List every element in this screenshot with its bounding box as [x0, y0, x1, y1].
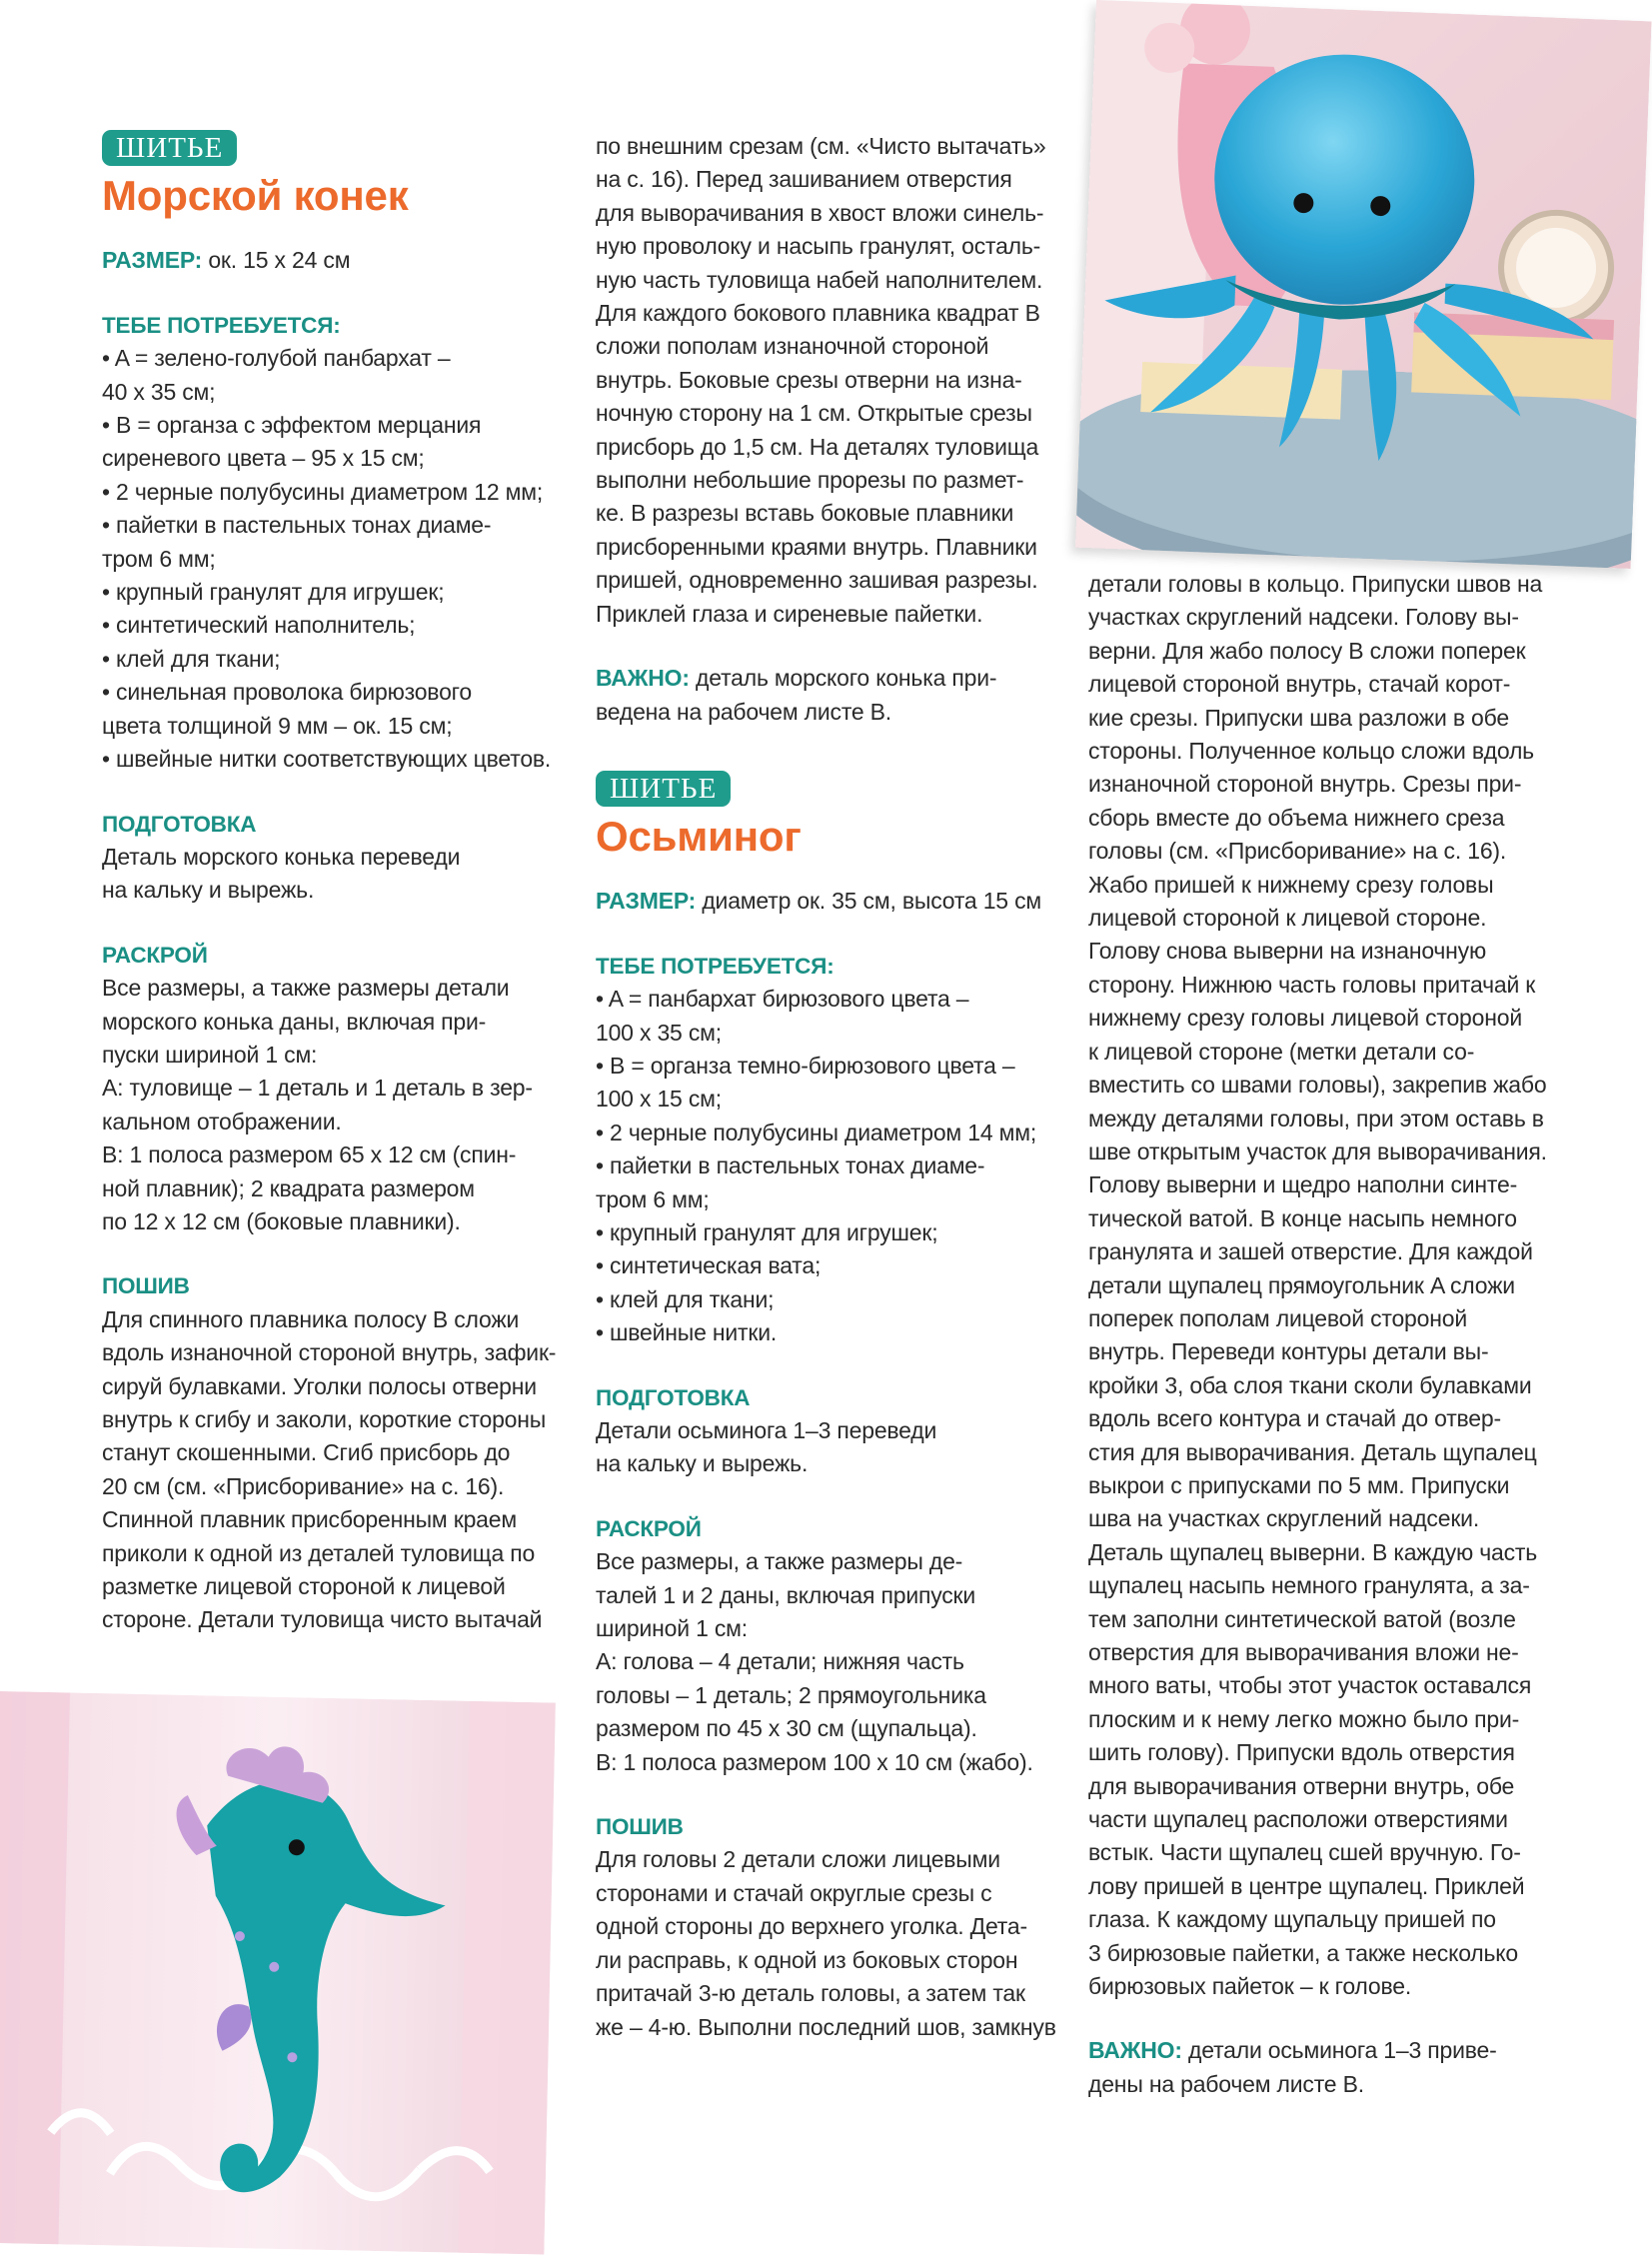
- important-label: ВАЖНО:: [1088, 2037, 1182, 2064]
- octopus-photo: [1075, 0, 1652, 569]
- article-title: Морской конек: [102, 172, 409, 220]
- prep-heading: ПОДГОТОВКА: [102, 811, 257, 837]
- sew-text-continued: по внешним срезам (см. «Чисто вытачать» на с. 16). Перед зашиванием отверстия для выворачивания в хвост вложи синель- ную проволоку и насыпь гранулят, осталь- ную часть туловища набей наполнителем. Для каждого бокового плавника квадрат B сложи пополам изнаночной стороной внутрь. Боковые срезы отверни на изна- ночную сторону на 1 см. Открытые срезы присборь до 1,5 см. На деталях туловища выполни небольшие прорезы по размет- ке. В разрезы вставь боковые плавники присборенными краями внутрь. Плавники пришей, одновременно зашивая разрезы. Приклей глаза и сиреневые пайетки.: [596, 133, 1046, 627]
- materials-heading: ТЕБЕ ПОТРЕБУЕТСЯ:: [596, 953, 834, 979]
- sew-text: Для спинного плавника полосу B сложи вдоль изнаночной стороной внутрь, зафик- сируй булавками. Уголки полосы отверни внутрь к сгибу и заколи, короткие стороны станут скошенными. Сгиб присборь до 20 см (см. «Присборивание» на с. 16). Спинной плавник присборенным краем приколи к одной из деталей туловища по разметке лицевой стороной к лицевой стороне. Детали туловища чисто вытачай: [102, 1305, 557, 1633]
- section-tag: ШИТЬЕ: [596, 771, 731, 807]
- prep-heading: ПОДГОТОВКА: [596, 1384, 751, 1410]
- column-3: [1088, 568, 1558, 2101]
- prep-text: Деталь морского конька переведи на кальку и вырежь.: [102, 843, 461, 904]
- article-title: Осьминог: [596, 813, 802, 861]
- size-label: РАЗМЕР:: [102, 247, 203, 274]
- column-1: [102, 130, 562, 1637]
- sew-heading: ПОШИВ: [102, 1273, 190, 1299]
- seahorse-photo: [0, 1691, 556, 2255]
- cut-heading: РАСКРОЙ: [596, 1515, 702, 1541]
- materials-heading: ТЕБЕ ПОТРЕБУЕТСЯ:: [102, 312, 341, 338]
- materials-list: • A = зелено-голубой панбархат – 40 х 35 см; • B = органза с эффектом мерцания сиреневого цвета – 95 х 15 см; • 2 черные полубусины диаметром 12 мм; • пайетки в пастельных тонах диаме- тром 6 мм; • крупный гранулят для игрушек; • синтетический наполнитель; • клей для ткани; • синельная проволока бирюзового цвета толщиной 9 мм – ок. 15 см; • швейные нитки соответствующих цветов.: [102, 345, 552, 773]
- column-2: [596, 130, 1065, 2044]
- cut-text: Все размеры, а также размеры де- талей 1 и 2 даны, включая припуски шириной 1 см: A: голова – 4 детали; нижняя часть головы – 1 деталь; 2 прямоугольника размером по 45 х 30 см (щупальца). B: 1 полоса размером 100 х 10 см (жабо).: [596, 1548, 1033, 1775]
- sew-text: Для головы 2 детали сложи лицевыми сторонами и стачай округлые срезы с одной стороны до верхнего уголка. Дета- ли расправь, к одной из боковых сторон притачай 3-ю деталь головы, а затем так же – 4-ю. Выполни последний шов, замкнув: [596, 1846, 1056, 2040]
- sew-heading: ПОШИВ: [596, 1814, 684, 1840]
- prep-text: Детали осьминога 1–3 переведи на кальку и вырежь.: [596, 1417, 937, 1477]
- cut-heading: РАСКРОЙ: [102, 942, 208, 968]
- cut-text: Все размеры, а также размеры детали морского конька даны, включая при- пуски шириной 1 см: A: туловище – 1 деталь и 1 деталь в зер- кальном отображении. B: 1 полоса размером 65 х 12 см (спин- ной плавник); 2 квадрата размером по 12 х 12 см (боковые плавники).: [102, 975, 533, 1234]
- size-value: ок. 15 х 24 см: [202, 247, 351, 274]
- important-text: детали осьминога 1–3 приве- дены на рабочем листе B.: [1088, 2037, 1497, 2097]
- size-value: диаметр ок. 35 см, высота 15 см: [696, 888, 1041, 915]
- section-tag: ШИТЬЕ: [102, 130, 237, 166]
- important-text: деталь морского конька при- ведена на рабочем листе B.: [596, 665, 997, 725]
- important-label: ВАЖНО:: [596, 665, 690, 692]
- size-label: РАЗМЕР:: [596, 888, 697, 915]
- sew-text-continued: детали головы в кольцо. Припуски швов на участках скруглений надсеки. Голову вы- верни. Для жабо полосу B сложи поперек лицевой стороной внутрь, стачай корот- кие срезы. Припуски шва разложи в обе стороны. Полученное кольцо сложи вдоль изнаночной стороной внутрь. Срезы при- сборь вместе до объема нижнего среза головы (см. «Присборивание» на с. 16). Жабо пришей к нижнему срезу головы лицевой стороной к лицевой стороне. Голову снова выверни на изнаночную сторону. Нижнюю часть головы притачай к нижнему срезу головы лицевой стороной к лицевой стороне (метки детали со- вместить со швами головы), закрепив жабо между деталями головы, при этом оставь в шве открытым участок для выворачивания. Голову выверни и щедро наполни синте- тической ватой. В конце насыпь немного гранулята и зашей отверстие. Для каждой детали щупалец прямоугольник A сложи поперек пополам лицевой стороной внутрь. Переведи контуры детали вы- кройки 3, оба слоя ткани сколи булавками вдоль всего контура и стачай до отвер- стия для выворачивания. Деталь щупалец выкрои с припусками по 5 мм. Припуски шва на участках скруглений надсеки. Деталь щупалец выверни. В каждую часть щупалец насыпь немного гранулята, а за- тем заполни синтетической ватой (возле отверстия для выворачивания вложи не- много ваты, чтобы этот участок оставался плоским и к нему легко можно было при- шить голову). Припуски вдоль отверстия для выворачивания отверни внутрь, обе части щупалец расположи отверстиями встык. Части щупалец сшей вручную. Го- лову пришей в центре щупалец. Приклей глаза. К каждому щупальцу пришей по 3 бирюзовые пайетки, а также несколько бирюзовых пайеток – к голове.: [1088, 571, 1547, 2000]
- materials-list: • A = панбархат бирюзового цвета – 100 х 35 см; • B = органза темно-бирюзового цвета – 100 х 15 см; • 2 черные полубусины диаметром 14 мм; • пайетки в пастельных тонах диаме- тром 6 мм; • крупный гранулят для игрушек; • синтетическая вата; • клей для ткани; • швейные нитки.: [596, 986, 1037, 1346]
